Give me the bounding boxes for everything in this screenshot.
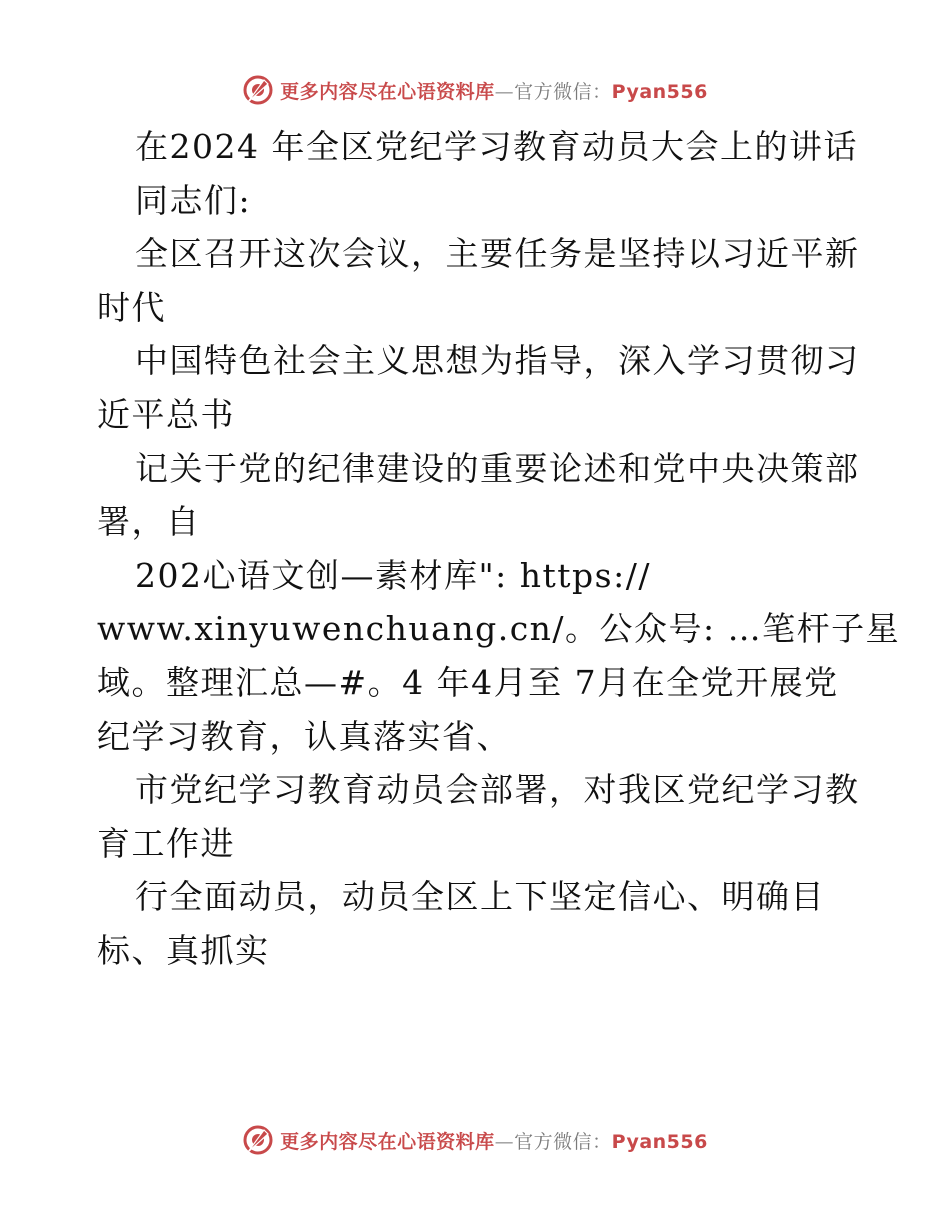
header-watermark-banner	[0, 70, 950, 110]
footer-watermark-banner	[0, 1120, 950, 1160]
document-line: 同志们:	[135, 180, 252, 220]
document-line: 署，自	[97, 502, 201, 542]
document-line: 在2024 年全区党纪学习教育动员大会上的讲话	[135, 127, 858, 166]
document-line: 202心语文创—素材库": https://	[135, 555, 651, 595]
document-line: 育工作进	[97, 823, 235, 863]
document-line: www.xinyuwenchuang.cn/。公众号: …笔杆子星	[97, 609, 901, 649]
document-line: 域。整理汇总—#。4 年4月至 7月在全党开展党	[97, 662, 839, 702]
banner-text	[280, 77, 708, 104]
document-line: 纪学习教育，认真落实省、	[97, 716, 511, 756]
banner-primary: 更多内容尽在心语资料库	[280, 80, 495, 103]
document-line: 时代	[97, 287, 166, 327]
quill-logo-icon	[242, 1124, 274, 1156]
document-body	[97, 120, 901, 978]
document-line: 中国特色社会主义思想为指导，深入学习贯彻习	[135, 341, 860, 381]
banner-handle: Pyan556	[611, 1130, 708, 1153]
banner-separator: —	[494, 80, 515, 103]
banner-primary: 更多内容尽在心语资料库	[280, 1130, 495, 1153]
document-line: 市党纪学习教育动员会部署，对我区党纪学习教	[135, 770, 860, 810]
document-line: 记关于党的纪律建设的重要论述和党中央决策部	[135, 448, 860, 488]
quill-logo-icon	[242, 74, 274, 106]
banner-separator: —	[494, 1130, 515, 1153]
banner-handle: Pyan556	[611, 80, 708, 103]
document-line: 全区召开这次会议，主要任务是坚持以习近平新	[135, 234, 860, 274]
document-line: 行全面动员，动员全区上下坚定信心、明确目	[135, 877, 825, 917]
document-line: 标、真抓实	[97, 930, 270, 970]
banner-text	[280, 1127, 708, 1154]
banner-secondary: 官方微信：	[514, 1130, 612, 1153]
banner-secondary: 官方微信：	[514, 80, 612, 103]
document-line: 近平总书	[97, 394, 235, 434]
